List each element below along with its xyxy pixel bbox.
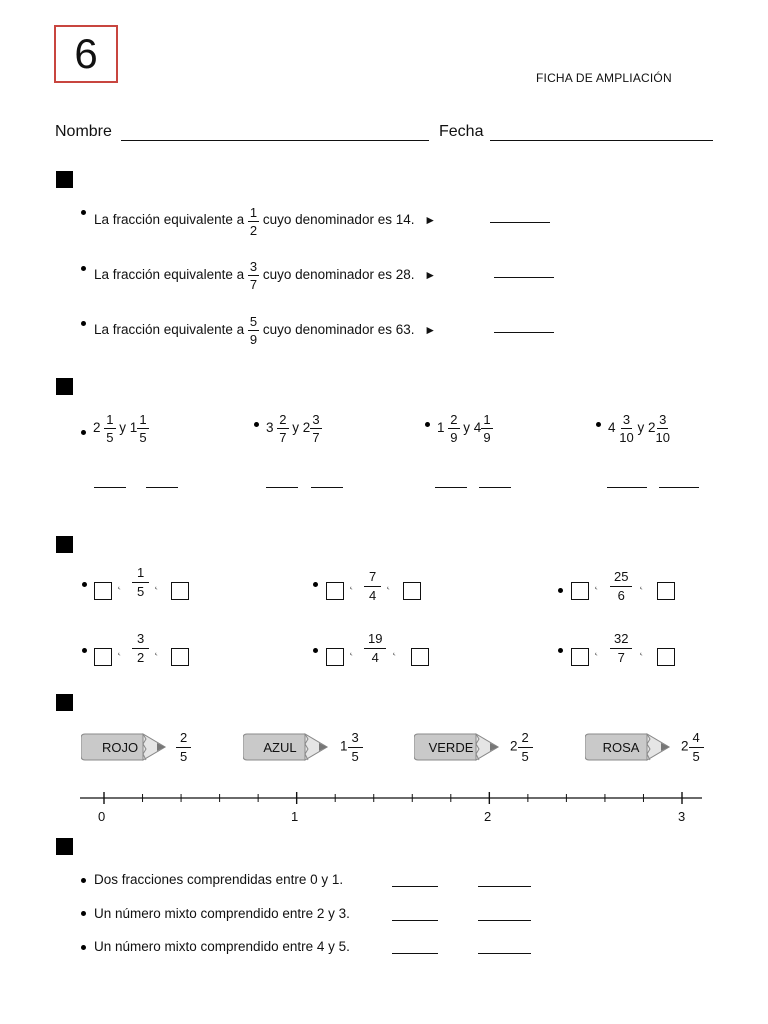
conjunction: y <box>463 420 471 436</box>
denominator: 5 <box>521 749 529 764</box>
item-text: Un número mixto comprendido entre 4 y 5. <box>94 939 350 954</box>
number-line-label-0: 0 <box>98 809 106 824</box>
numerator: 2 <box>176 731 191 748</box>
denominator: 10 <box>619 430 634 445</box>
answer-line[interactable] <box>435 487 467 488</box>
section-marker-2 <box>56 378 73 395</box>
arrow-icon: ► <box>424 323 437 338</box>
numerator: 3 <box>659 412 667 427</box>
item-prefix: La fracción equivalente a <box>94 267 245 283</box>
item-prefix: La fracción equivalente a <box>94 322 245 338</box>
whole-number: 1 <box>340 738 348 754</box>
whole-number: 4 <box>608 420 616 436</box>
answer-line[interactable] <box>478 920 531 921</box>
bullet <box>81 945 86 950</box>
numerator: 19 <box>364 632 386 649</box>
answer-box[interactable] <box>171 648 189 666</box>
less-than-icon: ‹ <box>385 584 391 593</box>
fraction <box>364 570 381 602</box>
item-suffix: cuyo denominador es 28. <box>262 267 415 283</box>
fraction <box>277 413 288 444</box>
whole-number: 1 <box>437 420 445 436</box>
answer-box[interactable] <box>326 648 344 666</box>
fraction <box>689 731 704 763</box>
fraction <box>137 413 148 444</box>
numerator: 1 <box>249 205 258 220</box>
bullet <box>254 422 259 427</box>
less-than-icon: ‹ <box>348 650 354 659</box>
denominator: 9 <box>483 430 491 445</box>
denominator: 9 <box>249 332 258 347</box>
fraction <box>132 632 149 664</box>
fraction <box>176 731 191 763</box>
item-suffix: cuyo denominador es 14. <box>262 212 415 228</box>
worksheet-title: FICHA DE AMPLIACIÓN <box>536 71 672 85</box>
bullet <box>313 648 318 653</box>
section-marker-1 <box>56 171 73 188</box>
whole-number: 3 <box>266 420 274 436</box>
denominator: 4 <box>369 588 377 603</box>
section-marker-3 <box>56 536 73 553</box>
number-line-label-3: 3 <box>678 809 686 824</box>
conjunction: y <box>637 420 645 436</box>
less-than-icon: ‹ <box>348 584 354 593</box>
numerator: 3 <box>622 412 631 427</box>
answer-line[interactable] <box>94 487 126 488</box>
denominator: 10 <box>655 430 671 445</box>
fraction <box>132 566 149 598</box>
number-line-label-2: 2 <box>484 809 492 824</box>
answer-line[interactable] <box>311 487 343 488</box>
numerator: 3 <box>249 259 258 274</box>
fraction <box>348 731 363 763</box>
numerator: 7 <box>364 570 381 587</box>
answer-box[interactable] <box>411 648 429 666</box>
number-line <box>78 788 706 828</box>
date-label: Fecha <box>439 123 484 140</box>
worksheet-number: 6 <box>54 25 118 83</box>
fraction <box>104 413 115 444</box>
denominator: 4 <box>371 650 379 665</box>
section-marker-5 <box>56 838 73 855</box>
numerator: 32 <box>610 632 632 649</box>
denominator: 5 <box>180 749 188 764</box>
answer-box[interactable] <box>571 648 589 666</box>
less-than-icon: ‹ <box>391 650 397 659</box>
answer-box[interactable] <box>171 582 189 600</box>
less-than-icon: ‹ <box>116 584 122 593</box>
item-suffix: cuyo denominador es 63. <box>262 322 415 338</box>
fraction <box>310 413 321 444</box>
bullet <box>81 266 86 271</box>
whole-number: 2 <box>648 420 656 436</box>
denominator: 7 <box>617 650 625 665</box>
answer-line[interactable] <box>478 953 531 954</box>
answer-line[interactable] <box>607 487 647 488</box>
item-text: Dos fracciones comprendidas entre 0 y 1. <box>94 872 344 887</box>
less-than-icon: ‹ <box>153 650 159 659</box>
fraction <box>619 413 633 444</box>
answer-box[interactable] <box>326 582 344 600</box>
pencil-label: ROSA <box>602 740 640 755</box>
item-text: Un número mixto comprendido entre 2 y 3. <box>94 906 350 921</box>
conjunction: y <box>119 420 127 436</box>
arrow-icon: ► <box>424 213 437 228</box>
less-than-icon: ‹ <box>593 650 599 659</box>
answer-line[interactable] <box>392 886 438 887</box>
whole-number: 2 <box>93 420 101 436</box>
fraction <box>610 570 632 602</box>
fraction <box>518 731 533 763</box>
denominator: 5 <box>106 430 114 445</box>
numerator: 2 <box>279 412 287 427</box>
denominator: 6 <box>617 588 625 603</box>
bullet <box>82 582 87 587</box>
less-than-icon: ‹ <box>116 650 122 659</box>
answer-box[interactable] <box>94 582 112 600</box>
denominator: 7 <box>249 277 258 292</box>
fraction <box>656 413 670 444</box>
bullet <box>82 648 87 653</box>
less-than-icon: ‹ <box>638 584 644 593</box>
answer-box[interactable] <box>571 582 589 600</box>
answer-line[interactable] <box>266 487 298 488</box>
answer-line[interactable] <box>659 487 699 488</box>
numerator: 1 <box>139 412 147 427</box>
answer-line[interactable] <box>490 222 550 223</box>
less-than-icon: ‹ <box>638 650 644 659</box>
name-field[interactable] <box>121 140 429 141</box>
numerator: 25 <box>610 570 632 587</box>
answer-line[interactable] <box>494 277 554 278</box>
bullet <box>81 321 86 326</box>
bullet <box>81 911 86 916</box>
fraction <box>248 206 259 237</box>
pencil-label: AZUL <box>263 740 297 755</box>
answer-line[interactable] <box>392 953 438 954</box>
whole-number: 2 <box>681 738 689 754</box>
answer-line[interactable] <box>494 332 554 333</box>
answer-line[interactable] <box>479 487 511 488</box>
numerator: 4 <box>689 731 704 748</box>
denominator: 2 <box>137 650 145 665</box>
numerator: 3 <box>348 731 363 748</box>
answer-box[interactable] <box>657 582 675 600</box>
whole-number: 4 <box>473 420 482 436</box>
answer-box[interactable] <box>403 582 421 600</box>
item-prefix: La fracción equivalente a <box>94 212 245 228</box>
fraction <box>248 315 259 346</box>
numerator: 3 <box>312 412 320 427</box>
fraction <box>248 260 259 291</box>
fraction <box>610 632 632 664</box>
bullet <box>81 878 86 883</box>
numerator: 1 <box>483 412 491 427</box>
numerator: 5 <box>249 314 258 329</box>
fraction <box>364 632 386 664</box>
denominator: 5 <box>139 430 147 445</box>
denominator: 7 <box>279 430 287 445</box>
numerator: 1 <box>132 566 149 583</box>
denominator: 9 <box>450 430 458 445</box>
pencil-label: ROJO <box>101 740 139 755</box>
answer-line[interactable] <box>146 487 178 488</box>
denominator: 5 <box>692 749 700 764</box>
numerator: 3 <box>132 632 149 649</box>
numerator: 2 <box>450 412 458 427</box>
denominator: 5 <box>137 584 145 599</box>
answer-box[interactable] <box>94 648 112 666</box>
bullet <box>81 210 86 215</box>
bullet <box>558 588 563 593</box>
answer-line[interactable] <box>392 920 438 921</box>
answer-box[interactable] <box>657 648 675 666</box>
numerator: 1 <box>106 412 114 427</box>
denominator: 5 <box>351 749 359 764</box>
whole-number: 2 <box>302 420 311 436</box>
name-label: Nombre <box>55 123 112 140</box>
bullet <box>558 648 563 653</box>
less-than-icon: ‹ <box>593 584 599 593</box>
answer-line[interactable] <box>478 886 531 887</box>
section-marker-4 <box>56 694 73 711</box>
less-than-icon: ‹ <box>153 584 159 593</box>
pencil-label: VERDE <box>428 740 474 755</box>
whole-number: 1 <box>129 420 138 436</box>
number-line-label-1: 1 <box>291 809 299 824</box>
fraction <box>481 413 492 444</box>
bullet <box>313 582 318 587</box>
bullet <box>81 430 86 435</box>
numerator: 2 <box>518 731 533 748</box>
denominator: 2 <box>249 223 258 238</box>
whole-number: 2 <box>510 738 518 754</box>
date-field[interactable] <box>490 140 713 141</box>
conjunction: y <box>292 420 300 436</box>
arrow-icon: ► <box>424 268 437 283</box>
denominator: 7 <box>312 430 320 445</box>
fraction <box>448 413 459 444</box>
bullet <box>596 422 601 427</box>
bullet <box>425 422 430 427</box>
